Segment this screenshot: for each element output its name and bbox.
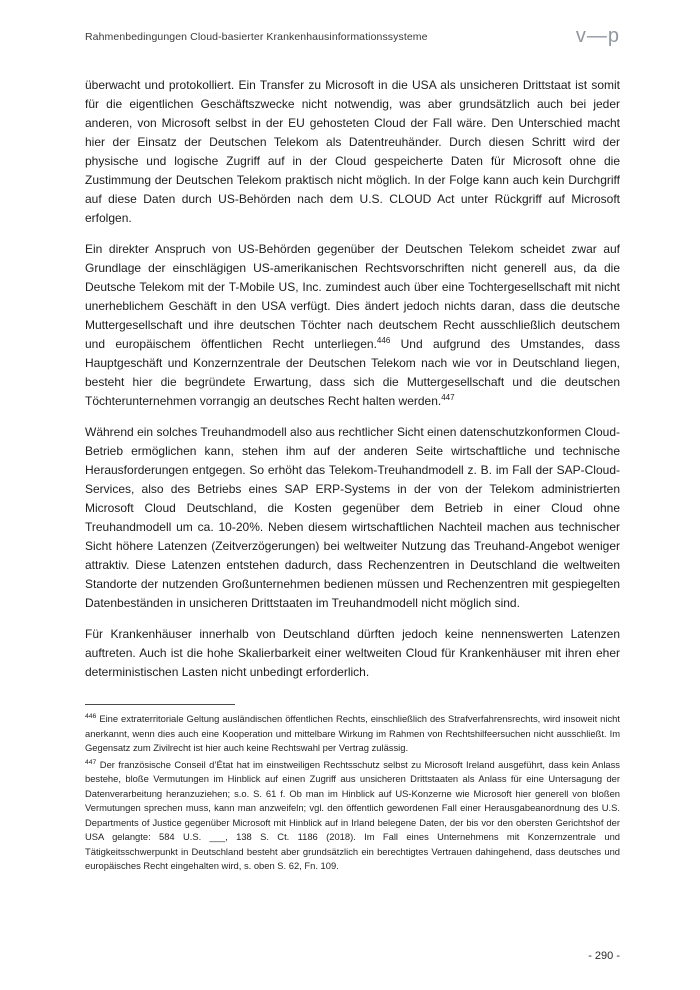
paragraph-4 bbox=[85, 625, 620, 682]
paragraph-4-text: Für Krankenhäuser innerhalb von Deutschland dürften jedoch keine nennenswerten Latenzen auftreten. Auch ist die hohe Skalierbarkeit einer weltweiten Cloud für Krankenhäuser mit ihren eher deterministischen Lasten nicht unbedingt erforderlich. bbox=[85, 627, 620, 679]
footnote-marker-447: 447 bbox=[85, 758, 97, 766]
footnote-ref-447: 447 bbox=[441, 393, 455, 402]
publisher-logo: v—p bbox=[575, 25, 620, 47]
footnote-447 bbox=[85, 758, 620, 874]
footnote-446-text: Eine extraterritoriale Geltung ausländischen öffentlichen Rechts, einschließlich des Strafverfahrensrechts, wird insoweit nicht anerkannt, wenn dies auch eine Kooperation und mittelbare Wirkung im Rahmen von Rechtshilfeersuchen nicht ausschließt. Im Gegensatz zum Zivilrecht ist hier auch keine Rechtswahl per Vertrag zulässig. bbox=[85, 713, 620, 753]
footnote-447-text: Der französische Conseil d’État hat im einstweiligen Rechtsschutz selbst zu Microsoft Ireland ausgeführt, dass kein Anlass bestehe, bloße Vermutungen im Hinblick auf einen Zugriff aus unsicheren Drittstaaten als Anlass für eine Untersagung der Datenverarbeitung heranzuziehen; s.o. S. 61 f. Ob man im Hinblick auf US-Konzerne wie Microsoft hier generell von bloßen Vermutungen sprechen muss, kann man anzweifeln; vgl. den öffentlich gewordenen Fall einer Herausgabeanordnung des U.S. Departments of Justice gegenüber Microsoft mit Hinblick auf in Irland belegene Daten, der bis vor den obersten Gerichtshof der USA gelangte: 584 U.S. ___, 138 S. Ct. 1186 (2018). Im Fall eines Unternehmens mit Konzernzentrale und Tätigkeitsschwerpunkt in Deutschland besteht aber grundsätzlich ein berechtigtes Vertrauen dahingehend, dass deutsches und europäisches Recht eingehalten wird, s. oben S. 62, Fn. 109. bbox=[85, 758, 620, 871]
running-title: Rahmenbedingungen Cloud-basierter Krankenhausinformationssysteme bbox=[85, 31, 428, 43]
page-footer bbox=[85, 946, 620, 964]
paragraph-2-text-b: Und aufgrund des Umstandes, dass Hauptgeschäft und Konzernzentrale der Deutschen Telekom nach wie vor in Deutschland liegen, besteht hier die begründete Erwartung, dass sich die Muttergesellschaft und die deutschen Töchterunternehmen vorrangig an deutsches Recht halten werden. bbox=[85, 337, 621, 408]
footnote-ref-446: 446 bbox=[376, 336, 391, 345]
footnotes-section bbox=[85, 712, 620, 876]
paragraph-2 bbox=[85, 240, 620, 411]
page-header bbox=[85, 26, 620, 46]
paragraph-2-text-a: Ein direkter Anspruch von US-Behörden gegenüber der Deutschen Telekom scheidet zwar auf Grundlage der einschlägigen US-amerikanischen Rechtsvorschriften nicht generell aus, da die Deutsche Telekom mit der T-Mobile US, Inc. zumindest auch über eine Tochtergesellschaft mit nicht unerheblichem Geschäft in den USA verfügt. Dies ändert jedoch nichts daran, dass die deutsche Muttergesellschaft und ihre deutschen Töchter nach deutschem Recht ausschließlich deutschem und europäischem öffentlichen Recht unterliegen. bbox=[85, 242, 620, 351]
footnote-separator bbox=[85, 704, 235, 705]
body-text bbox=[85, 76, 620, 682]
paragraph-1 bbox=[85, 76, 620, 228]
paragraph-3 bbox=[85, 423, 620, 613]
paragraph-3-text: Während ein solches Treuhandmodell also aus rechtlicher Sicht einen datenschutzkonformen Cloud-Betrieb ermöglichen kann, stehen ihm auf der anderen Seite wirtschaftliche und technische Herausforderungen entgegen. So erhöht das Telekom-Treuhandmodell z. B. im Fall der SAP-Cloud-Services, also des Betriebs eines SAP ERP-Systems in der von der Telekom administrierten Microsoft Cloud Deutschland, die Kosten gegenüber dem Betrieb in einer Cloud ohne Treuhandmodell um ca. 10-20%. Neben diesem wirtschaftlichen Nachteil machen aus technischer Sicht höhere Latenzen (Zeitverzögerungen) bei weltweiter Nutzung das Treuhand-Angebot weniger attraktiv. Diese Latenzen entstehen dadurch, dass Rechenzentren in Deutschland die weltweiten Standorte der nutzenden Großunternehmen bedienen müssen und Rechenzentren mit gespiegelten Datenbeständen in unsicheren Drittstaaten im Treuhandmodell nicht möglich sind. bbox=[85, 425, 620, 610]
paragraph-1-text: überwacht und protokolliert. Ein Transfer zu Microsoft in die USA als unsicheren Drittstaat ist somit für die eigentlichen Geschäftszwecke nicht notwendig, was aber grundsätzlich auch bei jeder anderen, von Microsoft selbst in der EU gehosteten Cloud der Fall wäre. Den Unterschied macht hier der Einsatz der Deutschen Telekom als Datentreuhänder. Durch diesen Schritt wird der physische und logische Zugriff auf in der Cloud gespeicherte Daten für Microsoft ohne die Zustimmung der Deutschen Telekom praktisch nicht möglich. In der Folge kann auch kein Durchgriff auf diese Daten durch US-Behörden nach dem U.S. CLOUD Act unter Rückgriff auf Microsoft erfolgen. bbox=[85, 78, 620, 225]
footnote-446 bbox=[85, 712, 620, 756]
footnote-marker-446: 446 bbox=[85, 712, 97, 720]
page-number: - 290 - bbox=[588, 950, 620, 962]
